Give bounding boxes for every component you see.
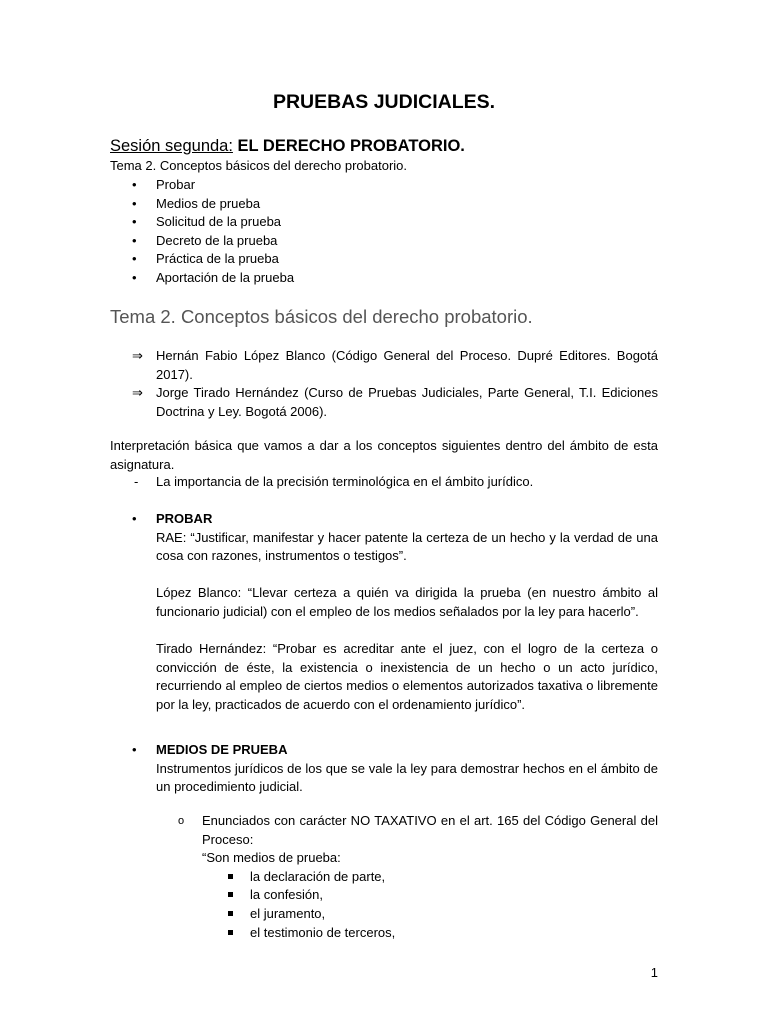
list-item: • Solicitud de la prueba (110, 213, 294, 232)
session-heading (110, 135, 465, 157)
bullet-icon: • (132, 742, 137, 757)
bullet-icon: • (132, 232, 137, 248)
list-item: • Aportación de la prueba (110, 269, 294, 288)
bullet-icon: • (132, 511, 137, 526)
reference-item: ⇒ Jorge Tirado Hernández (Curso de Pruebas Judiciales, Parte General, T.I. Ediciones Doctrina y Ley. Bogotá 2006). (132, 385, 658, 419)
list-item: el testimonio de terceros, (110, 924, 658, 943)
tema-topic-list (110, 176, 294, 288)
page-number: 1 (650, 965, 658, 980)
tema-heading: Tema 2. Conceptos básicos del derecho probatorio. (110, 306, 533, 327)
sub-quote: “Son medios de prueba: (202, 850, 341, 866)
session-label: Sesión segunda: (110, 137, 233, 155)
document-title: PRUEBAS JUDICIALES. (272, 91, 496, 113)
list-item: la confesión, (110, 886, 658, 905)
definition-tirado: Tirado Hernández: “Probar es acreditar ante el juez, con el logro de la certeza o convicción de éste, la existencia o inexistencia de un hecho o un acto jurídico, recurriendo al empleo de ciertos medios o elementos autorizados taxativa o libremente por la ley, practicados de acuerdo con el ordenamiento jurídico”. (156, 641, 658, 712)
square-bullet-icon (228, 874, 233, 879)
list-item: • Decreto de la prueba (110, 232, 294, 251)
reference-item: ⇒ Hernán Fabio López Blanco (Código General del Proceso. Dupré Editores. Bogotá 2017). (132, 348, 658, 382)
intro-paragraph: Interpretación básica que vamos a dar a los conceptos siguientes dentro del ámbito de esta asignatura. (110, 438, 658, 472)
sub-item-text: Enunciados con carácter NO TAXATIVO en el art. 165 del Código General del Proceso: (202, 813, 658, 847)
list-item: • Probar (110, 176, 294, 195)
bullet-icon: • (132, 214, 137, 230)
tema-subtitle: Tema 2. Conceptos básicos del derecho probatorio. (110, 158, 408, 173)
square-list (110, 868, 658, 942)
section-heading: MEDIOS DE PRUEBA (156, 742, 288, 757)
square-bullet-icon (228, 930, 233, 935)
square-bullet-icon (228, 892, 233, 897)
section-heading: PROBAR (156, 511, 213, 526)
list-item: la declaración de parte, (110, 868, 658, 887)
session-topic: EL DERECHO PROBATORIO. (237, 137, 465, 155)
bullet-icon: • (132, 269, 137, 285)
double-arrow-icon: ⇒ (132, 385, 143, 401)
list-item: el juramento, (110, 905, 658, 924)
document-page: PRUEBAS JUDICIALES. Sesión segunda: EL DERECHO PROBATORIO. Tema 2. Conceptos básicos del derecho probatorio. • Probar • Medios de prueba • Solicitud de la prueba • Decreto de la prueba • Práctica de la prueba • Aportación de la prueba Tema 2. Conceptos básicos del derecho probatorio. ⇒ Hernán Fabio López Blanco (Código General del Proceso. Dupré Editores. Bogotá 2017). ⇒ Jorge Tirado Hernández (Curso de Pruebas Judiciales, Parte General, T.I. Ediciones Doctrina y Ley. Bogotá 2006). Interpretación básica que vamos a dar a los conceptos siguientes dentro del ámbito de esta asignatura. - La importancia de la precisión terminológica en el ámbito jurídico. • PROBAR RAE: “Justificar, manifestar y hacer patente la certeza de un hecho y la verdad de una cosa con razones, instrumentos o testigos”. López Blanco: “Llevar certeza a quién va dirigida la prueba (en nuestro ámbito al funcionario judicial) con el empleo de los medios señalados por la ley para hacerlo”. Tirado Hernández: “Probar es acreditar ante el juez, con el logro de la certeza o convicción de éste, la existencia o inexistencia de un hecho o un acto jurídico, recurriendo al empleo de ciertos medios o elementos autorizados taxativa o libremente por la ley, practicados de acuerdo con el ordenamiento jurídico”. • MEDIOS DE PRUEBA Instrumentos jurídicos de los que se vale la ley para demostrar hechos en el ámbito de un procedimiento judicial. o Enunciados con carácter NO TAXATIVO en el art. 165 del Código General del Proceso: “Son medios de prueba: la declaración de parte, la confesión, el juramento, el testimonio de terceros, 1 (110, 0, 658, 1024)
section-paragraph: Instrumentos jurídicos de los que se vale la ley para demostrar hechos en el ámbito de un procedimiento judicial. (156, 760, 658, 795)
sub-list (110, 812, 658, 942)
list-item: • Práctica de la prueba (110, 250, 294, 269)
definition-lopez: López Blanco: “Llevar certeza a quién va dirigida la prueba (en nuestro ámbito al funcionario judicial) con el empleo de los medios señalados por la ley para hacerlo”. (156, 585, 658, 619)
double-arrow-icon: ⇒ (132, 348, 143, 363)
section-medios (110, 741, 658, 797)
reference-list (110, 347, 658, 421)
dash-icon: - (134, 474, 139, 489)
bullet-icon: • (132, 251, 137, 267)
list-item: • Medios de prueba (110, 195, 294, 214)
circle-bullet-icon: o (178, 815, 185, 827)
bullet-icon: • (132, 177, 137, 192)
square-bullet-icon (228, 911, 233, 916)
section-probar (110, 510, 658, 715)
definition-rae: RAE: “Justificar, manifestar y hacer patente la certeza de un hecho y la verdad de una cosa con razones, instrumentos o testigos”. (156, 529, 658, 564)
bullet-icon: • (132, 195, 137, 211)
